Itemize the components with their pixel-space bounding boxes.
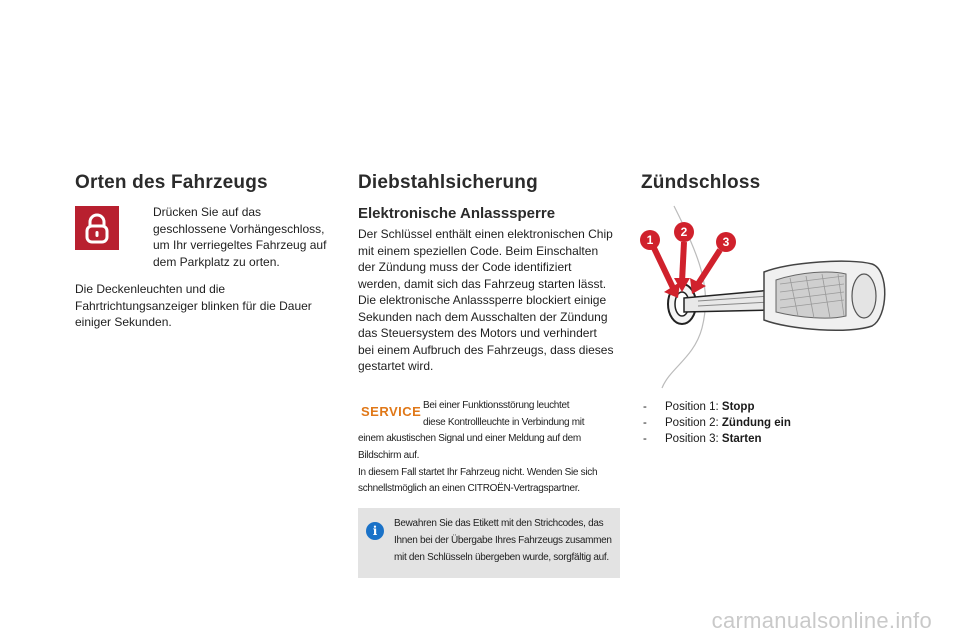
text-line: einem akustischen Signal und einer Meldung auf dem: [358, 433, 581, 444]
position-marker-2: 2: [674, 222, 694, 242]
dash: -: [643, 417, 647, 429]
warning-text-body: [358, 431, 628, 498]
text-line: Ihnen bei der Übergabe Ihres Fahrzeugs zusammen: [394, 534, 612, 546]
list-item: [643, 399, 791, 415]
section-title-ignition: Zündschloss: [641, 172, 761, 193]
text-line: mit den Schlüsseln übergeben wurde, sorgfältig auf.: [394, 551, 609, 563]
text-line: um Ihr verriegeltes Fahrzeug auf: [153, 238, 327, 252]
text-line: Drücken Sie auf das: [153, 205, 262, 219]
text-line: Fahrtrichtungsanzeiger blinken für die Dauer: [75, 298, 312, 313]
dash: -: [643, 433, 647, 445]
text-line: mit einem speziellen Code. Beim Einschalten: [358, 243, 599, 258]
text-line: Bei einer Funktionsstörung leuchtet: [423, 400, 570, 411]
text-line: Der Schlüssel enthält einen elektronischen Chip: [358, 227, 613, 241]
section-title-locate: Orten des Fahrzeugs: [75, 172, 268, 193]
text-line: Die elektronische Anlasssperre blockiert einige: [358, 293, 607, 307]
text-line: In diesem Fall startet Ihr Fahrzeug nicht. Wenden Sie sich: [358, 466, 598, 478]
position-value: Zündung ein: [721, 417, 791, 429]
position-value: Stopp: [721, 401, 755, 413]
dash: -: [643, 401, 647, 413]
text-line: diese Kontrollleuchte in Verbindung mit: [423, 416, 585, 428]
lock-button-icon: [75, 206, 119, 250]
text-line: der Zündung muss der Code identifiziert: [358, 260, 572, 274]
position-value: Starten: [721, 433, 762, 445]
text-line: Sekunden nach dem Ausschalten der Zündung: [358, 309, 608, 324]
list-item: [643, 415, 791, 431]
position-label: Position 3:: [665, 433, 719, 445]
text-line: gestartet wird.: [358, 359, 434, 373]
section-title-antitheft: Diebstahlsicherung: [358, 172, 538, 193]
ignition-key-illustration: [640, 198, 890, 393]
locate-instruction: [153, 204, 343, 270]
subsection-title-immobiliser: Elektronische Anlasssperre: [358, 205, 556, 222]
info-note-box: [358, 508, 620, 578]
text-line: einiger Sekunden.: [75, 315, 172, 329]
text-line: bei einem Aufbruch des Fahrzeugs, dass dieses: [358, 342, 614, 357]
position-marker-1: 1: [640, 230, 660, 250]
immobiliser-description: [358, 226, 628, 375]
text-line: werden, damit sich das Fahrzeug starten lässt.: [358, 276, 607, 291]
position-marker-3: 3: [716, 232, 736, 252]
service-warning-icon: SERVICE: [361, 404, 422, 419]
position-label: Position 1:: [665, 401, 719, 413]
watermark: carmanualsonline.info: [711, 608, 932, 633]
text-line: Bildschirm auf.: [358, 449, 420, 461]
locate-description: [75, 281, 345, 331]
text-line: geschlossene Vorhängeschloss,: [153, 221, 325, 236]
info-icon: i: [366, 522, 384, 540]
position-label: Position 2:: [665, 417, 719, 429]
text-line: Bewahren Sie das Etikett mit den Strichcodes, das: [394, 518, 604, 529]
list-item: [643, 431, 791, 447]
text-line: dem Parkplatz zu orten.: [153, 254, 280, 269]
info-note-text: [394, 516, 618, 566]
ignition-positions-list: [643, 399, 791, 447]
warning-text-head: [423, 398, 623, 432]
text-line: schnellstmöglich an einen CITROËN-Vertragspartner.: [358, 483, 580, 495]
text-line: Die Deckenleuchten und die: [75, 282, 226, 296]
text-line: das Steuersystem des Motors und verhindert: [358, 326, 597, 340]
